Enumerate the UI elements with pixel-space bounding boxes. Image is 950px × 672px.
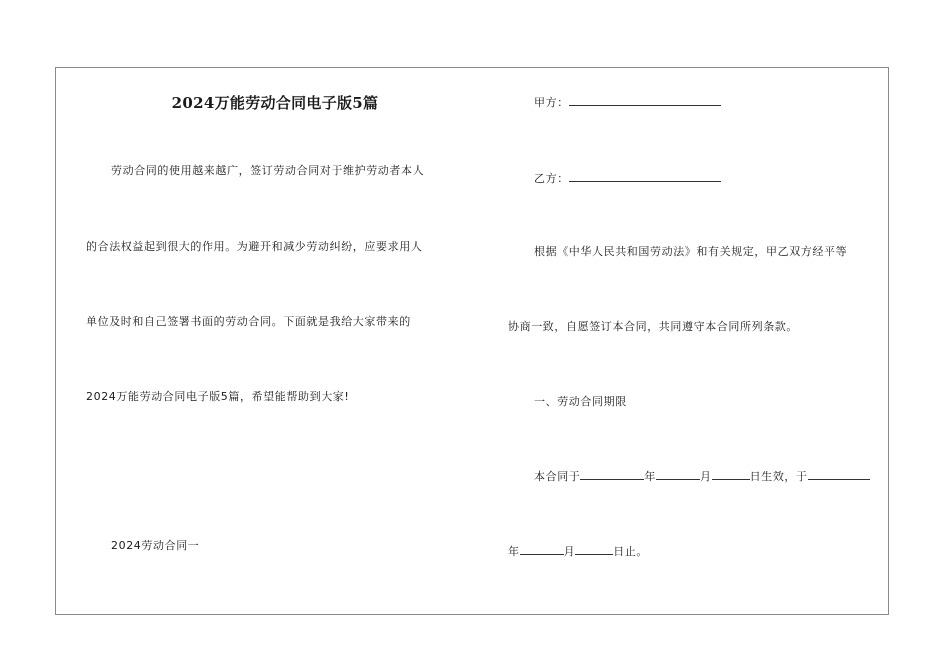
party-a-field[interactable] [569,94,721,106]
effective-label: 日生效，于 [749,470,808,483]
party-a-row [534,94,721,110]
right-column [476,68,890,614]
intro-line-1: 劳动合同的使用越来越广，签订劳动合同对于维护劳动者本人 [111,164,425,177]
party-b-row [534,170,721,186]
party-b-label: 乙方： [534,172,569,185]
end-year-field[interactable] [808,468,870,480]
end-label: 日止。 [613,545,649,558]
term-prefix: 本合同于 [534,470,581,483]
end-month-label: 月 [563,545,576,558]
year-label: 年 [644,470,657,483]
intro-line-4: 2024万能劳动合同电子版5篇，希望能帮助到大家! [86,390,350,403]
start-day-field[interactable] [712,468,750,480]
document-title: 2024万能劳动合同电子版5篇 [171,94,379,112]
end-day-field[interactable] [575,543,613,555]
start-month-field[interactable] [656,468,700,480]
preamble-line-2: 协商一致，自愿签订本合同，共同遵守本合同所列条款。 [508,320,798,333]
end-year-label: 年 [508,545,520,558]
document-page [55,67,889,615]
month-label: 月 [700,470,712,483]
term-line-2 [508,543,648,559]
preamble-line-1: 根据《中华人民共和国劳动法》和有关规定，甲乙双方经平等 [534,245,848,258]
end-month-field[interactable] [520,543,564,555]
left-column [56,68,476,614]
section-heading: 2024劳动合同一 [111,539,200,552]
intro-line-3: 单位及时和自己签署书面的劳动合同。下面就是我给大家带来的 [86,315,411,328]
intro-line-2: 的合法权益起到很大的作用。为避开和减少劳动纠纷，应要求用人 [86,240,423,253]
party-a-label: 甲方： [534,96,569,109]
term-line-1 [534,468,870,484]
clause-1-heading: 一、劳动合同期限 [534,395,627,408]
start-year-field[interactable] [580,468,644,480]
party-b-field[interactable] [569,170,721,182]
